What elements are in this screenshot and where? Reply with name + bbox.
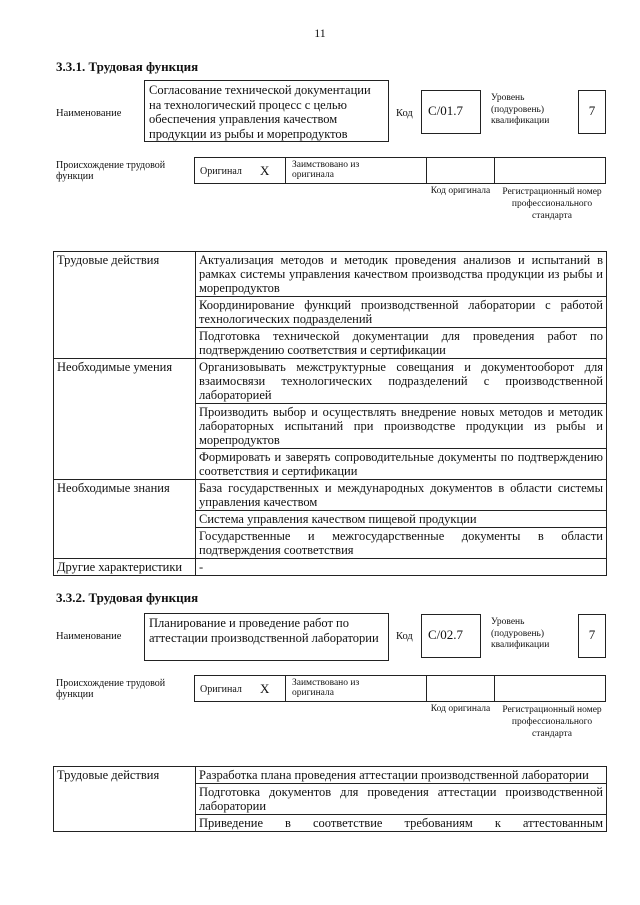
code-label: Код: [396, 108, 413, 119]
table-cell: Актуализация методов и методик проведения анализов и испытаний в рамках системы управления качеством производства продукции из рыбы и морепродуктов: [196, 252, 607, 297]
function-code: C/02.7: [428, 627, 464, 642]
page-number: 11: [314, 26, 326, 40]
function-code: C/01.7: [428, 103, 464, 118]
original-mark: X: [260, 681, 270, 696]
table-cell: Подготовка документов для проведения аттестации производственной лаборатории: [196, 784, 607, 815]
code-box: [421, 90, 481, 134]
name-label: Наименование: [56, 631, 122, 642]
table-cell: Государственные и межгосударственные документы в области подтверждения соответствия: [196, 528, 607, 559]
table-row: [54, 252, 607, 297]
table-row: [54, 359, 607, 404]
code-original-label: Код оригинала: [430, 704, 491, 714]
level-label: Уровень (подуровень) квалификации: [491, 93, 550, 126]
function-name-box: [144, 80, 389, 142]
code-box: [421, 614, 481, 658]
table-cell: Разработка плана проведения аттестации производственной лаборатории: [196, 767, 607, 784]
level-box: [578, 614, 606, 658]
table-cell: Координирование функций производственной лаборатории с работой технологических подразделений: [196, 297, 607, 328]
table-cell: Организовывать межструктурные совещания и документооборот для взаимосвязи технологических подразделений с производственной лабораторией: [196, 359, 607, 404]
row-label: Другие характеристики: [54, 559, 196, 576]
level-label: Уровень (подуровень) квалификации: [491, 617, 550, 650]
code-label: Код: [396, 631, 413, 642]
qualification-level: 7: [588, 103, 596, 118]
qualification-level: 7: [588, 627, 596, 642]
origin-label: Происхождение трудовой функции: [56, 160, 166, 182]
row-label: Трудовые действия: [54, 252, 196, 359]
level-box: [578, 90, 606, 134]
function-1-table: [53, 251, 607, 576]
table-cell: Подготовка технической документации для проведения работ по подтверждению соответствия и сертификации: [196, 328, 607, 359]
table-cell: Производить выбор и осуществлять внедрение новых методов и методик лабораторных испытаний при производстве продукции из рыбы и морепродуктов: [196, 404, 607, 449]
code-original-cell: [426, 675, 495, 702]
table-row: [54, 559, 607, 576]
reg-number-label: Регистрационный номер профессионального стандарта: [502, 705, 602, 739]
borrowed-label: Заимствовано из оригинала: [292, 678, 360, 698]
original-mark: X: [260, 163, 270, 178]
table-row: [54, 480, 607, 511]
row-label: Трудовые действия: [54, 767, 196, 832]
name-label: Наименование: [56, 108, 122, 119]
table-cell: База государственных и международных документов в области системы управления качеством: [196, 480, 607, 511]
row-label: Необходимые умения: [54, 359, 196, 480]
code-original-label: Код оригинала: [430, 186, 491, 196]
borrowed-label: Заимствовано из оригинала: [292, 160, 360, 180]
original-label: Оригинал: [200, 166, 242, 177]
function-name: Планирование и проведение работ по аттестации производственной лаборатории: [149, 616, 379, 645]
row-label: Необходимые знания: [54, 480, 196, 559]
section-title-3-3-1: 3.3.1. Трудовая функция: [56, 59, 199, 74]
function-name-box: [144, 613, 389, 661]
table-cell: Система управления качеством пищевой продукции: [196, 511, 607, 528]
original-label: Оригинал: [200, 684, 242, 695]
function-name: Согласование технической документации на технологический процесс с целью обеспечения управления качеством продукции из рыбы и морепродуктов: [149, 83, 371, 141]
table-cell: -: [196, 559, 607, 576]
section-title-3-3-2: 3.3.2. Трудовая функция: [56, 590, 199, 605]
function-2-table: [53, 766, 607, 832]
origin-label: Происхождение трудовой функции: [56, 678, 166, 700]
table-cell: Формировать и заверять сопроводительные документы по подтверждению соответствия и сертификации: [196, 449, 607, 480]
code-original-cell: [426, 157, 495, 184]
table-row: [54, 767, 607, 784]
reg-number-label: Регистрационный номер профессионального стандарта: [502, 187, 602, 221]
table-cell: Приведение в соответствие требованиям к аттестованным: [196, 815, 607, 832]
